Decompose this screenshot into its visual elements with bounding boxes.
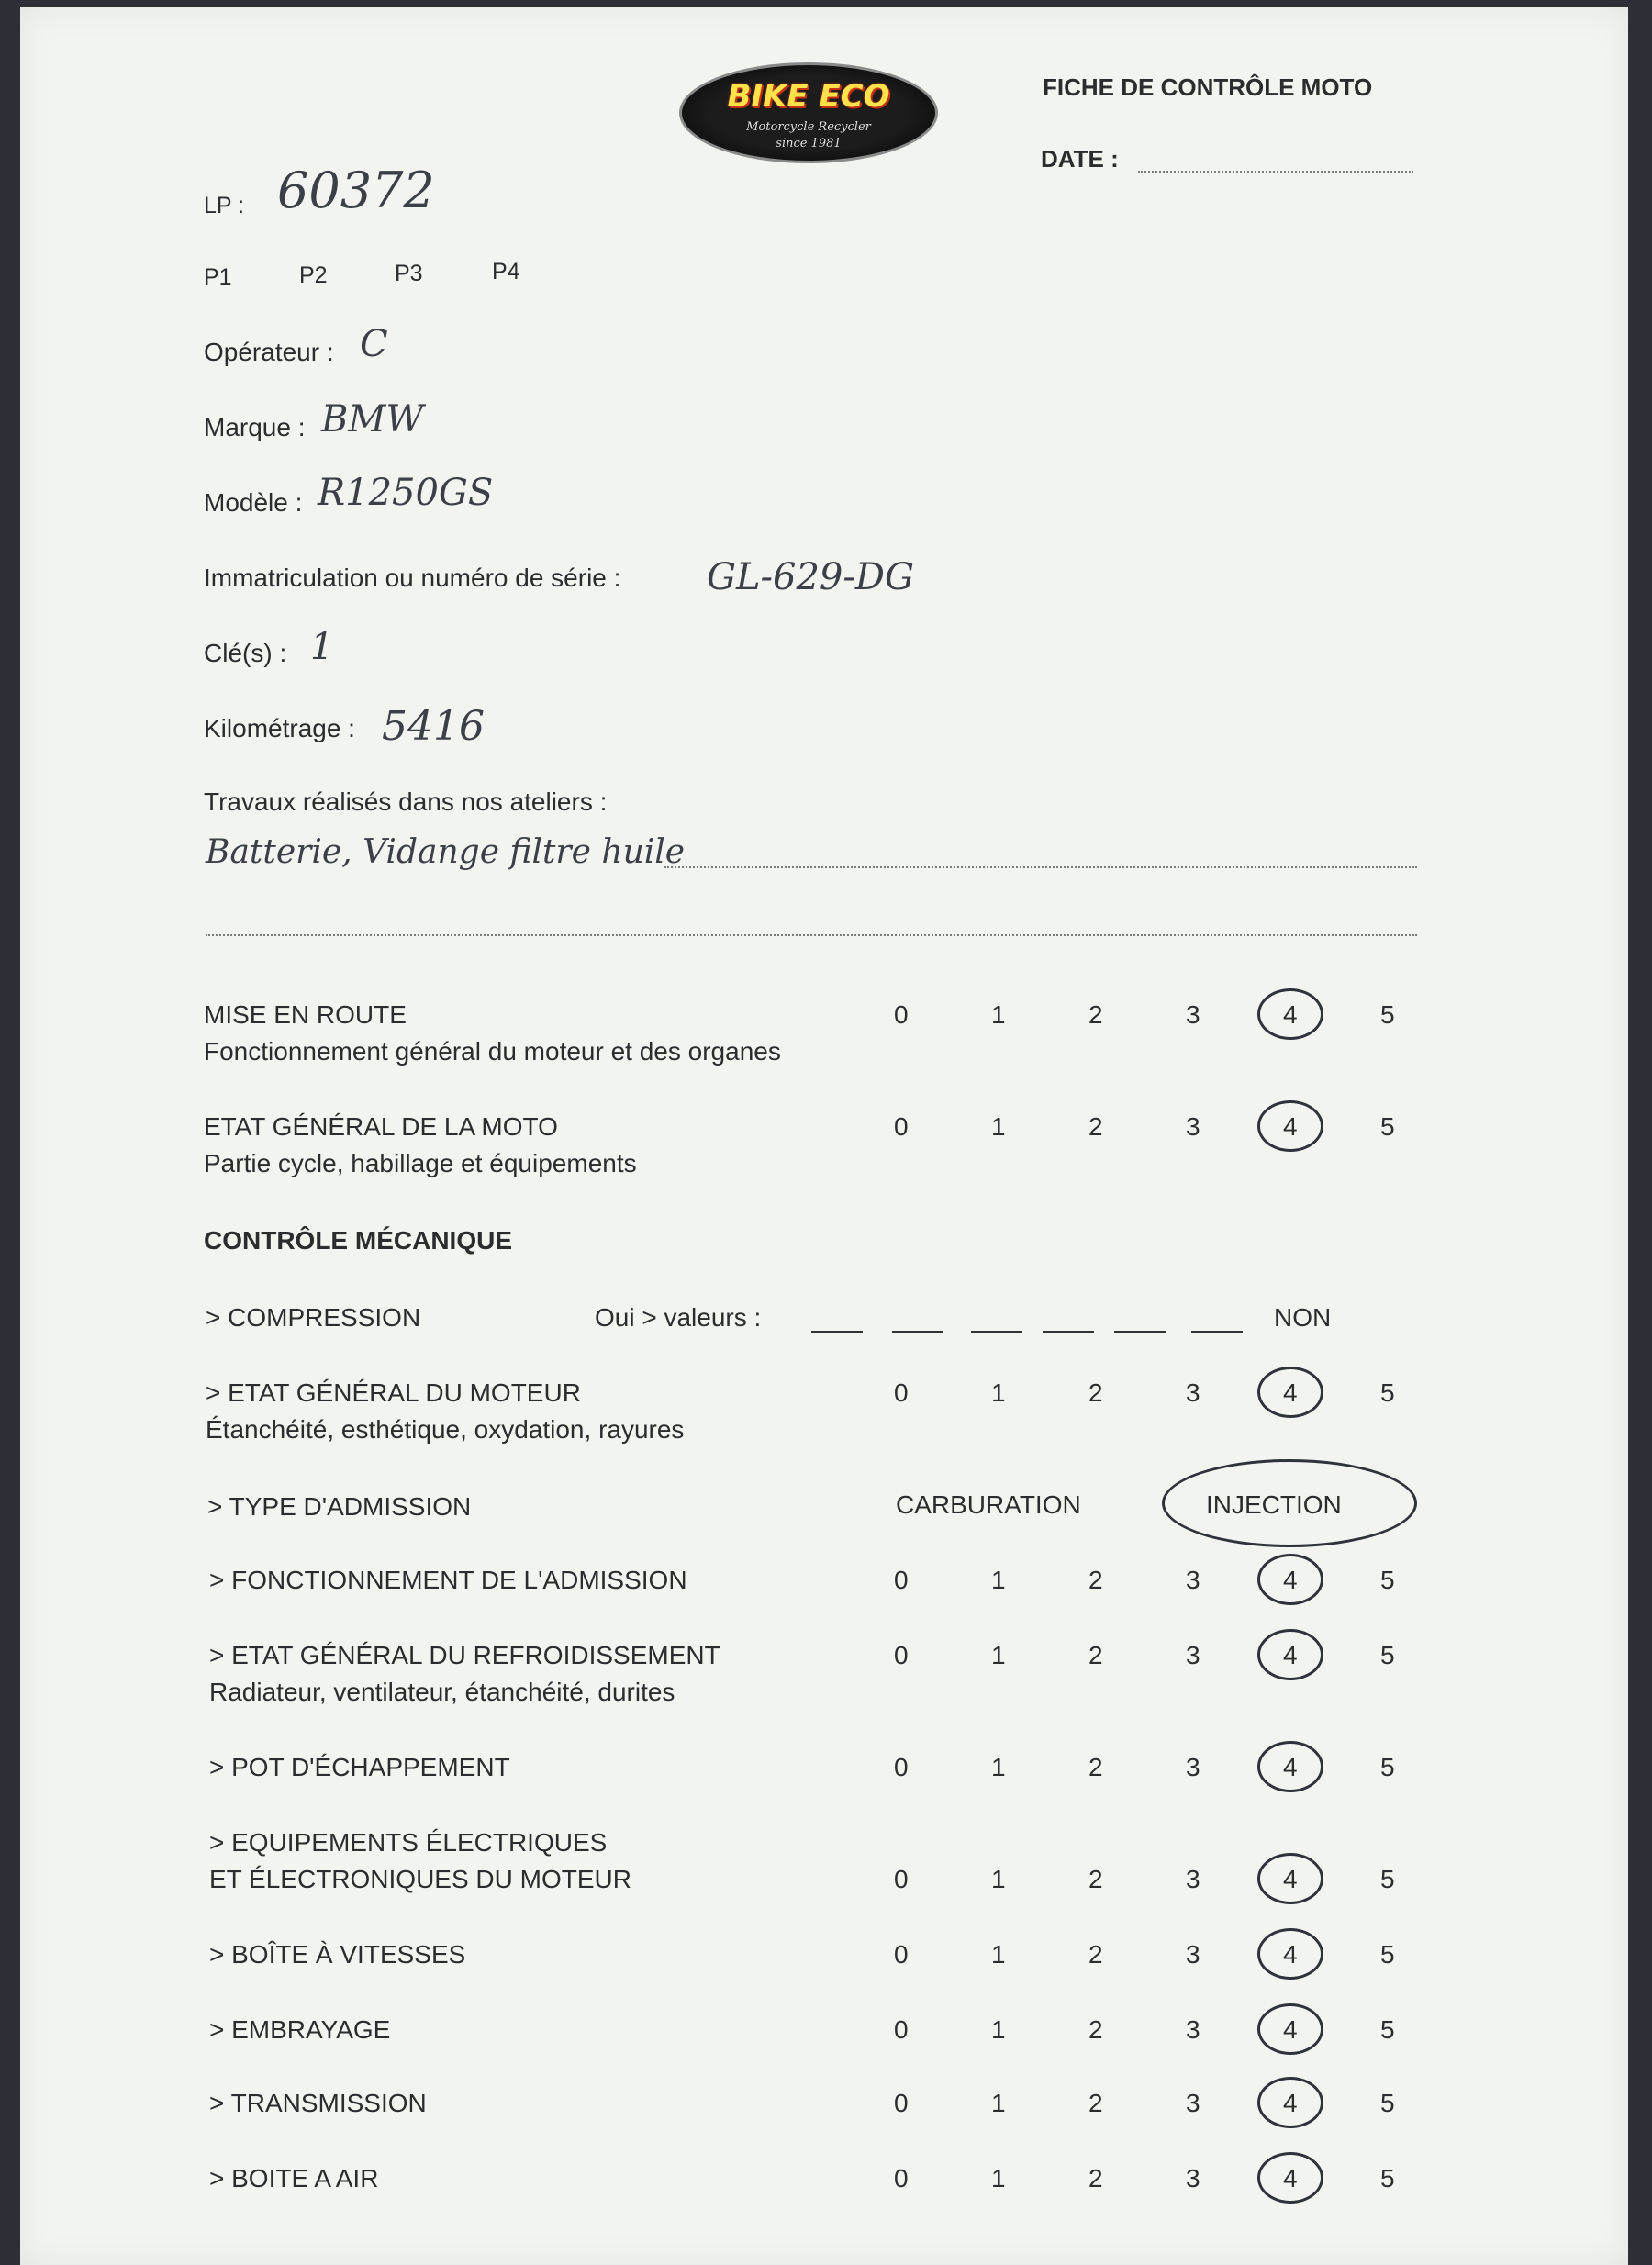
operateur-value[interactable]: C xyxy=(360,323,388,365)
item-0-option-0[interactable]: 0 xyxy=(894,1566,909,1594)
top-item-0-option-2[interactable]: 2 xyxy=(1088,1000,1103,1029)
top-item-0-title: MISE EN ROUTE xyxy=(204,1000,407,1029)
top-item-1-option-5[interactable]: 5 xyxy=(1380,1112,1395,1141)
item-7-title: > BOITE A AIR xyxy=(209,2164,379,2192)
item-2-option-5[interactable]: 5 xyxy=(1380,1753,1395,1781)
p3-label[interactable]: P3 xyxy=(395,261,423,286)
moteur-option-3[interactable]: 3 xyxy=(1186,1378,1200,1407)
item-1-option-1[interactable]: 1 xyxy=(991,1641,1006,1669)
item-2-selected-circle xyxy=(1257,1741,1323,1792)
compression-value-1[interactable] xyxy=(811,1331,863,1333)
item-4-option-4[interactable]: 4 xyxy=(1283,1940,1298,1969)
item-3-option-4[interactable]: 4 xyxy=(1283,1865,1298,1893)
marque-value[interactable]: BMW xyxy=(321,398,424,441)
moteur-option-4[interactable]: 4 xyxy=(1283,1378,1298,1407)
item-6-option-0[interactable]: 0 xyxy=(894,2089,909,2117)
moteur-option-1[interactable]: 1 xyxy=(991,1378,1006,1407)
travaux-label: Travaux réalisés dans nos ateliers : xyxy=(204,787,608,816)
top-item-1-option-3[interactable]: 3 xyxy=(1186,1112,1200,1141)
item-5-option-0[interactable]: 0 xyxy=(894,2015,909,2044)
injection-selected-circle xyxy=(1162,1459,1417,1547)
item-1-title: > ETAT GÉNÉRAL DU REFROIDISSEMENT xyxy=(209,1641,720,1669)
item-1-option-2[interactable]: 2 xyxy=(1088,1641,1103,1669)
date-label: DATE : xyxy=(1041,145,1119,173)
form-title: FICHE DE CONTRÔLE MOTO xyxy=(1043,73,1373,101)
item-5-title: > EMBRAYAGE xyxy=(209,2015,391,2044)
top-item-1-subtitle: Partie cycle, habillage et équipements xyxy=(204,1149,637,1177)
item-4-option-0[interactable]: 0 xyxy=(894,1940,909,1969)
item-6-option-1[interactable]: 1 xyxy=(991,2089,1006,2117)
item-3-option-2[interactable]: 2 xyxy=(1088,1865,1103,1893)
item-1-subtitle: Radiateur, ventilateur, étanchéité, durites xyxy=(209,1678,675,1706)
item-6-title: > TRANSMISSION xyxy=(209,2089,427,2117)
immat-value[interactable]: GL-629-DG xyxy=(707,556,914,598)
top-item-1-option-1[interactable]: 1 xyxy=(991,1112,1006,1141)
moteur-subtitle: Étanchéité, esthétique, oxydation, rayures xyxy=(206,1415,685,1444)
top-item-1-title: ETAT GÉNÉRAL DE LA MOTO xyxy=(204,1112,558,1141)
item-3-title2: ET ÉLECTRONIQUES DU MOTEUR xyxy=(209,1865,631,1893)
item-7-option-0[interactable]: 0 xyxy=(894,2164,909,2192)
top-item-1-selected-circle xyxy=(1257,1100,1323,1152)
item-0-option-3[interactable]: 3 xyxy=(1186,1566,1200,1594)
compression-value-5[interactable] xyxy=(1114,1331,1166,1333)
logo-tagline: Motorcycle Recycler xyxy=(746,120,871,134)
date-field[interactable] xyxy=(1138,171,1413,173)
item-2-option-2[interactable]: 2 xyxy=(1088,1753,1103,1781)
compression-value-4[interactable] xyxy=(1043,1331,1094,1333)
km-label: Kilométrage : xyxy=(204,714,355,742)
lp-label: LP : xyxy=(204,193,245,218)
item-0-selected-circle xyxy=(1257,1554,1323,1605)
item-4-option-1[interactable]: 1 xyxy=(991,1940,1006,1969)
top-item-1-option-4[interactable]: 4 xyxy=(1283,1112,1298,1141)
item-4-option-3[interactable]: 3 xyxy=(1186,1940,1200,1969)
top-item-0-option-3[interactable]: 3 xyxy=(1186,1000,1200,1029)
compression-value-6[interactable] xyxy=(1191,1331,1243,1333)
item-4-selected-circle xyxy=(1257,1928,1323,1980)
travaux-line-2 xyxy=(206,934,1417,936)
modele-value[interactable]: R1250GS xyxy=(318,472,494,514)
item-3-option-1[interactable]: 1 xyxy=(991,1865,1006,1893)
p2-label[interactable]: P2 xyxy=(299,262,328,288)
item-2-option-1[interactable]: 1 xyxy=(991,1753,1006,1781)
compression-value-3[interactable] xyxy=(971,1331,1022,1333)
immat-label: Immatriculation ou numéro de série : xyxy=(204,563,621,592)
item-7-option-3[interactable]: 3 xyxy=(1186,2164,1200,2192)
item-1-option-0[interactable]: 0 xyxy=(894,1641,909,1669)
item-0-option-4[interactable]: 4 xyxy=(1283,1566,1298,1594)
item-1-selected-circle xyxy=(1257,1629,1323,1680)
section-title: CONTRÔLE MÉCANIQUE xyxy=(204,1226,512,1255)
item-6-option-5[interactable]: 5 xyxy=(1380,2089,1395,2117)
item-7-option-2[interactable]: 2 xyxy=(1088,2164,1103,2192)
compression-value-2[interactable] xyxy=(892,1331,943,1333)
top-item-0-option-0[interactable]: 0 xyxy=(894,1000,909,1029)
item-5-option-3[interactable]: 3 xyxy=(1186,2015,1200,2044)
item-7-option-4[interactable]: 4 xyxy=(1283,2164,1298,2192)
compression-label: > COMPRESSION xyxy=(206,1303,421,1332)
top-item-0-subtitle: Fonctionnement général du moteur et des organes xyxy=(204,1037,781,1066)
moteur-title: > ETAT GÉNÉRAL DU MOTEUR xyxy=(206,1378,581,1407)
cles-value[interactable]: 1 xyxy=(310,626,334,668)
item-4-title: > BOÎTE À VITESSES xyxy=(209,1940,466,1969)
item-5-selected-circle xyxy=(1257,2003,1323,2055)
item-7-selected-circle xyxy=(1257,2152,1323,2204)
admission-option-injection[interactable]: INJECTION xyxy=(1206,1490,1342,1519)
item-3-option-3[interactable]: 3 xyxy=(1186,1865,1200,1893)
top-item-0-option-5[interactable]: 5 xyxy=(1380,1000,1395,1029)
bike-eco-logo xyxy=(679,62,938,163)
item-7-option-5[interactable]: 5 xyxy=(1380,2164,1395,2192)
item-4-option-5[interactable]: 5 xyxy=(1380,1940,1395,1969)
item-2-option-0[interactable]: 0 xyxy=(894,1753,909,1781)
admission-label: > TYPE D'ADMISSION xyxy=(207,1492,472,1521)
moteur-selected-circle xyxy=(1257,1367,1323,1418)
p1-label[interactable]: P1 xyxy=(204,264,232,290)
top-item-0-option-4[interactable]: 4 xyxy=(1283,1000,1298,1029)
item-7-option-1[interactable]: 1 xyxy=(991,2164,1006,2192)
operateur-label: Opérateur : xyxy=(204,338,334,366)
item-3-title: > EQUIPEMENTS ÉLECTRIQUES xyxy=(209,1828,608,1857)
item-5-option-5[interactable]: 5 xyxy=(1380,2015,1395,2044)
item-2-option-4[interactable]: 4 xyxy=(1283,1753,1298,1781)
compression-non[interactable]: NON xyxy=(1274,1303,1332,1332)
item-5-option-2[interactable]: 2 xyxy=(1088,2015,1103,2044)
item-0-option-5[interactable]: 5 xyxy=(1380,1566,1395,1594)
item-5-option-4[interactable]: 4 xyxy=(1283,2015,1298,2044)
travaux-value[interactable]: Batterie, Vidange filtre huile xyxy=(206,833,686,871)
logo-since: since 1981 xyxy=(776,137,842,151)
item-3-option-5[interactable]: 5 xyxy=(1380,1865,1395,1893)
modele-label: Modèle : xyxy=(204,488,303,517)
moteur-option-2[interactable]: 2 xyxy=(1088,1378,1103,1407)
admission-option-carburation[interactable]: CARBURATION xyxy=(896,1490,1081,1519)
travaux-line-1 xyxy=(664,866,1417,868)
item-2-option-3[interactable]: 3 xyxy=(1186,1753,1200,1781)
item-0-option-1[interactable]: 1 xyxy=(991,1566,1006,1594)
top-item-1-option-0[interactable]: 0 xyxy=(894,1112,909,1141)
item-6-option-4[interactable]: 4 xyxy=(1283,2089,1298,2117)
top-item-0-selected-circle xyxy=(1257,988,1323,1040)
item-1-option-5[interactable]: 5 xyxy=(1380,1641,1395,1669)
logo-brand: BIKE ECO xyxy=(727,78,890,115)
p4-label[interactable]: P4 xyxy=(492,259,520,285)
item-4-option-2[interactable]: 2 xyxy=(1088,1940,1103,1969)
item-3-option-0[interactable]: 0 xyxy=(894,1865,909,1893)
item-5-option-1[interactable]: 1 xyxy=(991,2015,1006,2044)
item-2-title: > POT D'ÉCHAPPEMENT xyxy=(209,1753,510,1781)
top-item-0-option-1[interactable]: 1 xyxy=(991,1000,1006,1029)
moteur-option-5[interactable]: 5 xyxy=(1380,1378,1395,1407)
marque-label: Marque : xyxy=(204,413,306,441)
km-value[interactable]: 5416 xyxy=(382,703,485,750)
item-1-option-3[interactable]: 3 xyxy=(1186,1641,1200,1669)
item-3-selected-circle xyxy=(1257,1853,1323,1904)
item-6-selected-circle xyxy=(1257,2077,1323,2128)
item-1-option-4[interactable]: 4 xyxy=(1283,1641,1298,1669)
cles-label: Clé(s) : xyxy=(204,639,287,667)
item-0-option-2[interactable]: 2 xyxy=(1088,1566,1103,1594)
item-0-title: > FONCTIONNEMENT DE L'ADMISSION xyxy=(209,1566,687,1594)
compression-oui-label: Oui > valeurs : xyxy=(595,1303,762,1332)
item-6-option-3[interactable]: 3 xyxy=(1186,2089,1200,2117)
top-item-1-option-2[interactable]: 2 xyxy=(1088,1112,1103,1141)
moteur-option-0[interactable]: 0 xyxy=(894,1378,909,1407)
lp-value[interactable]: 60372 xyxy=(277,162,435,219)
item-6-option-2[interactable]: 2 xyxy=(1088,2089,1103,2117)
